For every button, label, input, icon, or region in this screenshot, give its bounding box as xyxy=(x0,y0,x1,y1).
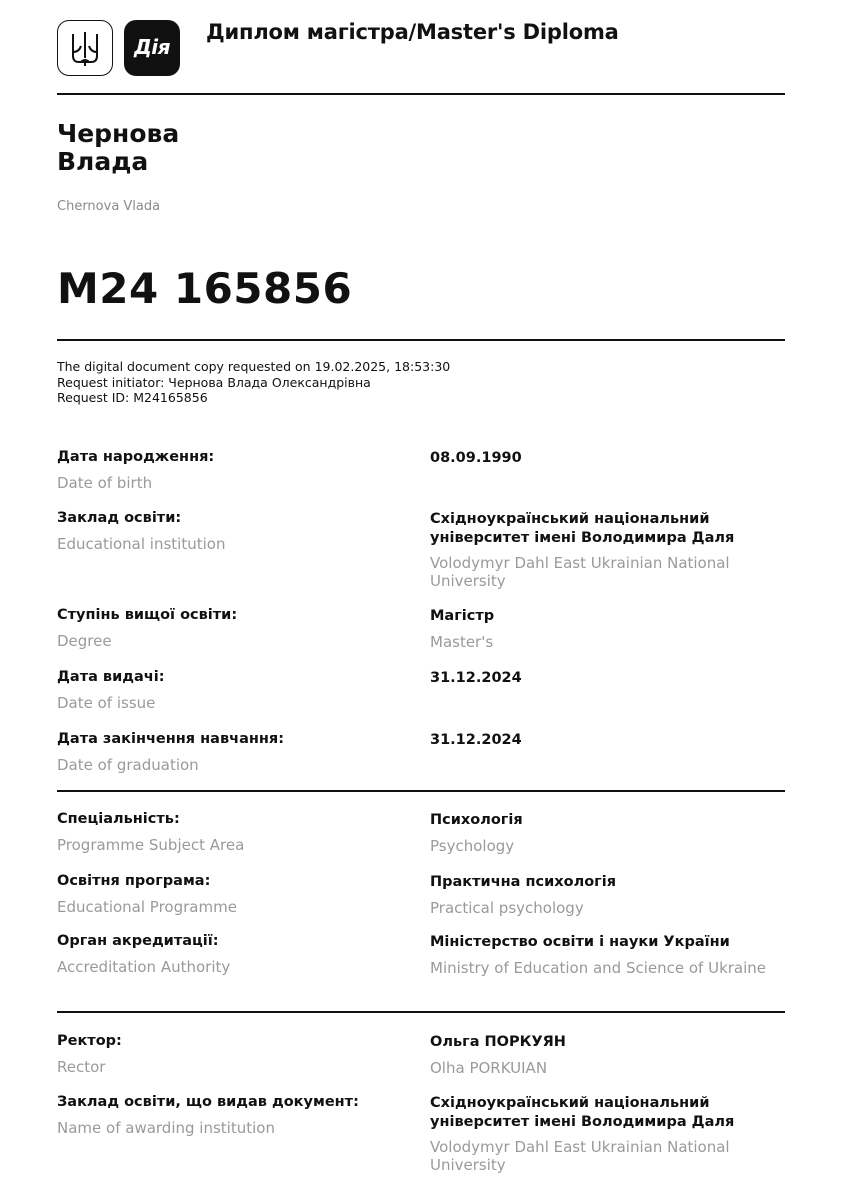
diia-logo xyxy=(124,20,180,76)
degree-label-en: Degree xyxy=(57,632,112,650)
institution-label: Заклад освіти: xyxy=(57,510,182,526)
holder-surname: Чернова xyxy=(57,119,180,148)
graduation-value: 31.12.2024 xyxy=(430,732,522,748)
accreditation-label-en: Accreditation Authority xyxy=(57,958,231,976)
divider xyxy=(57,1011,785,1013)
specialty-label-en: Programme Subject Area xyxy=(57,836,245,854)
programme-label: Освітня програма: xyxy=(57,873,211,889)
accreditation-value-en: Ministry of Education and Science of Ukraine xyxy=(430,959,767,977)
specialty-value: Психологія xyxy=(430,812,523,828)
document-number: M24 165856 xyxy=(57,264,353,313)
institution-label-en: Educational institution xyxy=(57,535,226,553)
institution-value-en: Volodymyr Dahl East Ukrainian National University xyxy=(430,554,730,590)
diia-logo-text: Дія xyxy=(133,35,170,59)
accreditation-value: Міністерство освіти і науки України xyxy=(430,934,730,950)
specialty-value-en: Psychology xyxy=(430,837,515,855)
divider xyxy=(57,93,785,95)
degree-value: Магістр xyxy=(430,608,495,624)
rector-label-en: Rector xyxy=(57,1058,106,1076)
holder-given-name: Влада xyxy=(57,147,149,176)
awarding-value: Східноукраїнський національний університет імені Володимира Даля xyxy=(430,1095,735,1130)
rector-label: Ректор: xyxy=(57,1033,122,1049)
birth-label-en: Date of birth xyxy=(57,474,153,492)
holder-name xyxy=(57,120,179,176)
divider xyxy=(57,790,785,792)
birth-value: 08.09.1990 xyxy=(430,450,522,466)
request-date: The digital document copy requested on 19.02.2025, 18:53:30 xyxy=(57,359,451,374)
accreditation-label: Орган акредитації: xyxy=(57,933,219,949)
degree-label: Ступінь вищої освіти: xyxy=(57,607,238,623)
request-id: Request ID: M24165856 xyxy=(57,390,208,405)
request-info xyxy=(57,359,450,406)
degree-value-en: Master's xyxy=(430,633,494,651)
programme-value: Практична психологія xyxy=(430,874,617,890)
awarding-label: Заклад освіти, що видав документ: xyxy=(57,1094,359,1110)
programme-label-en: Educational Programme xyxy=(57,898,237,916)
awarding-value-en: Volodymyr Dahl East Ukrainian National University xyxy=(430,1138,730,1174)
trident-icon xyxy=(69,30,101,68)
rector-value: Ольга ПОРКУЯН xyxy=(430,1034,566,1050)
coat-of-arms-logo xyxy=(57,20,113,76)
rector-value-en: Olha PORKUIAN xyxy=(430,1059,548,1077)
header xyxy=(57,20,785,76)
document-title: Диплом магістра/Master's Diploma xyxy=(206,20,619,44)
awarding-label-en: Name of awarding institution xyxy=(57,1119,275,1137)
specialty-label: Спеціальність: xyxy=(57,811,180,827)
issue-value: 31.12.2024 xyxy=(430,670,522,686)
request-initiator: Request initiator: Чернова Влада Олександрівна xyxy=(57,374,371,390)
programme-value-en: Practical psychology xyxy=(430,899,584,917)
holder-latin-name: Chernova Vlada xyxy=(57,199,161,214)
institution-value: Східноукраїнський національний університет імені Володимира Даля xyxy=(430,511,735,546)
graduation-label: Дата закінчення навчання: xyxy=(57,731,285,747)
issue-label-en: Date of issue xyxy=(57,694,156,712)
divider xyxy=(57,339,785,341)
graduation-label-en: Date of graduation xyxy=(57,756,199,774)
issue-label: Дата видачі: xyxy=(57,669,165,685)
birth-label: Дата народження: xyxy=(57,449,215,465)
